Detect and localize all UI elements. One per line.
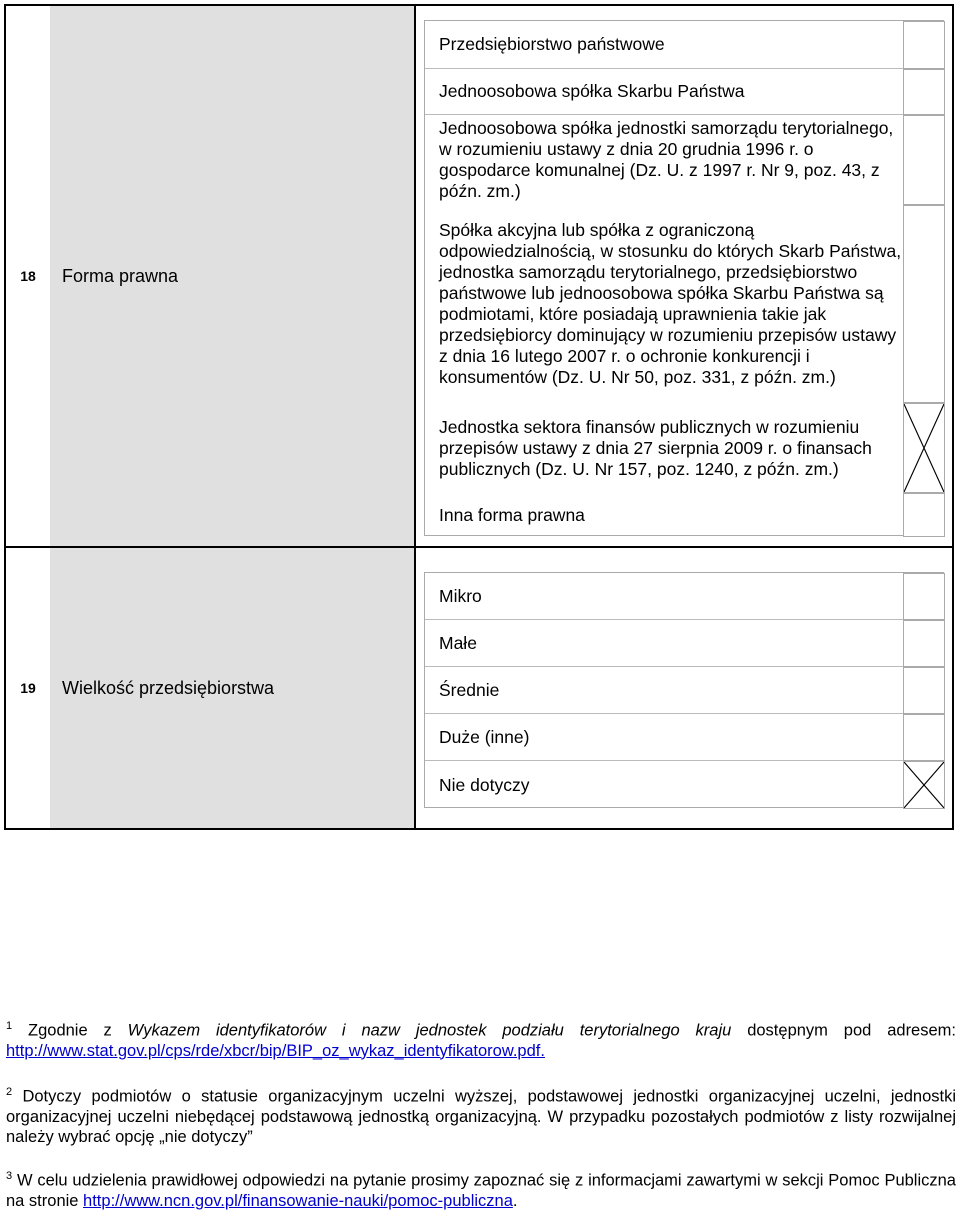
footnote-1: $^1$ Zgodnie z Wykazem identyfikatorów i nazw jednostek podziału terytorialnego kraju dostępnym pod adresem: http://www.stat.gov.pl/cps/rde/xbcr/bip/BIP_oz_wykaz_identyfikatorow.pdf. (6, 1020, 956, 1060)
checkbox-inna-forma-prawna[interactable] (903, 493, 945, 537)
option-jednoosobowa-spolka-jst: Jednoosobowa spółka jednostki samorządu terytorialnego, w rozumieniu ustawy z dnia 20 grudnia 1996 r. o gospodarce komunalnej (Dz. U. z 1997 r. Nr 9, poz. 43, z późn. zm.) (439, 118, 894, 201)
checkbox-spolka-akcyjna[interactable] (903, 205, 945, 403)
option-nie-dotyczy: Nie dotyczy (439, 774, 530, 795)
option-inna-forma-prawna: Inna forma prawna (439, 504, 585, 525)
checkbox-przedsiebiorstwo-panstwowe[interactable] (903, 21, 945, 69)
footnote-link[interactable]: http://www.stat.gov.pl/cps/rde/xbcr/bip/BIP_oz_wykaz_identyfikatorow.pdf. (6, 1041, 545, 1060)
footnote-3: $^3$ W celu udzielenia prawidłowej odpowiedzi na pytanie prosimy zapoznać się z informacjami zawartymi w sekcji Pomoc Publiczna na stronie http://www.ncn.gov.pl/finansowanie-nauki/pomoc-publiczna. (6, 1170, 956, 1210)
checkbox-mikro[interactable] (903, 573, 945, 620)
row-number: 19 (6, 548, 52, 828)
option-srednie: Średnie (425, 667, 903, 714)
options-panel (424, 572, 944, 808)
option-mikro: Mikro (425, 573, 903, 620)
checkbox-jednoosobowa-spolka-jst[interactable] (903, 115, 945, 205)
options-panel (424, 20, 944, 536)
checkbox-srednie[interactable] (903, 667, 945, 714)
form-row-19 (4, 546, 954, 830)
checkbox-duze[interactable] (903, 714, 945, 761)
option-jednoosobowa-spolka-skarbu: Jednoosobowa spółka Skarbu Państwa (425, 69, 903, 115)
footnote-mark: 2 (6, 1086, 13, 1098)
option-przedsiebiorstwo-panstwowe: Przedsiębiorstwo państwowe (425, 21, 903, 69)
option-spolka-akcyjna: Spółka akcyjna lub spółka z ograniczoną odpowiedzialnością, w stosunku do których Skarb Państwa, jednostka samorządu terytorialnego, przedsiębiorstwo państwowe lub jednoosobowa spółka Skarbu Państwa są podmiotami, które posiadają uprawnienia takie jak przedsiębiorcy dominujący w rozumieniu przepisów ustawy z dnia 16 lutego 2007 r. o ochronie konkurencji i konsumentów (Dz. U. Nr 50, poz. 331, z późn. zm.) (439, 220, 902, 387)
footnote-2: $^2$ Dotyczy podmiotów o statusie organizacyjnym uczelni wyższej, podstawowej jednostki organizacyjnej uczelni, jednostki organizacyjnej uczelni niebędącej podstawową jednostką organizacyjną. W przypadku pozostałych podmiotów z listy rozwijalnej należy wybrać opcję „nie dotyczy” (6, 1086, 957, 1146)
footnote-italic: Wykazem identyfikatorów i nazw jednostek podziału terytorialnego kraju (127, 1021, 732, 1040)
footnote-mark: 3 (6, 1170, 13, 1182)
checkbox-nie-dotyczy[interactable] (903, 761, 945, 809)
check-x-icon (904, 404, 944, 492)
checkbox-jednoosobowa-spolka-skarbu[interactable] (903, 69, 945, 115)
checkbox-male[interactable] (903, 620, 945, 667)
option-male: Małe (425, 620, 903, 667)
row-label: Wielkość przedsiębiorstwa (50, 548, 416, 828)
option-jednostka-sektora-finansow: Jednostka sektora finansów publicznych w rozumieniu przepisów ustawy z dnia 27 sierpnia 2009 r. o finansach publicznych (Dz. U. Nr 157, poz. 1240, z późn. zm.) (439, 416, 872, 479)
row-label: Forma prawna (50, 6, 416, 546)
footnote-link[interactable]: http://www.ncn.gov.pl/finansowanie-nauki/pomoc-publiczna (83, 1191, 513, 1210)
row-number: 18 (6, 6, 52, 546)
check-x-icon (904, 762, 944, 808)
option-duze: Duże (inne) (425, 714, 903, 761)
checkbox-jednostka-sektora-finansow[interactable] (903, 403, 945, 493)
form-row-18 (4, 4, 954, 548)
footnote-mark: 1 (6, 1020, 13, 1032)
